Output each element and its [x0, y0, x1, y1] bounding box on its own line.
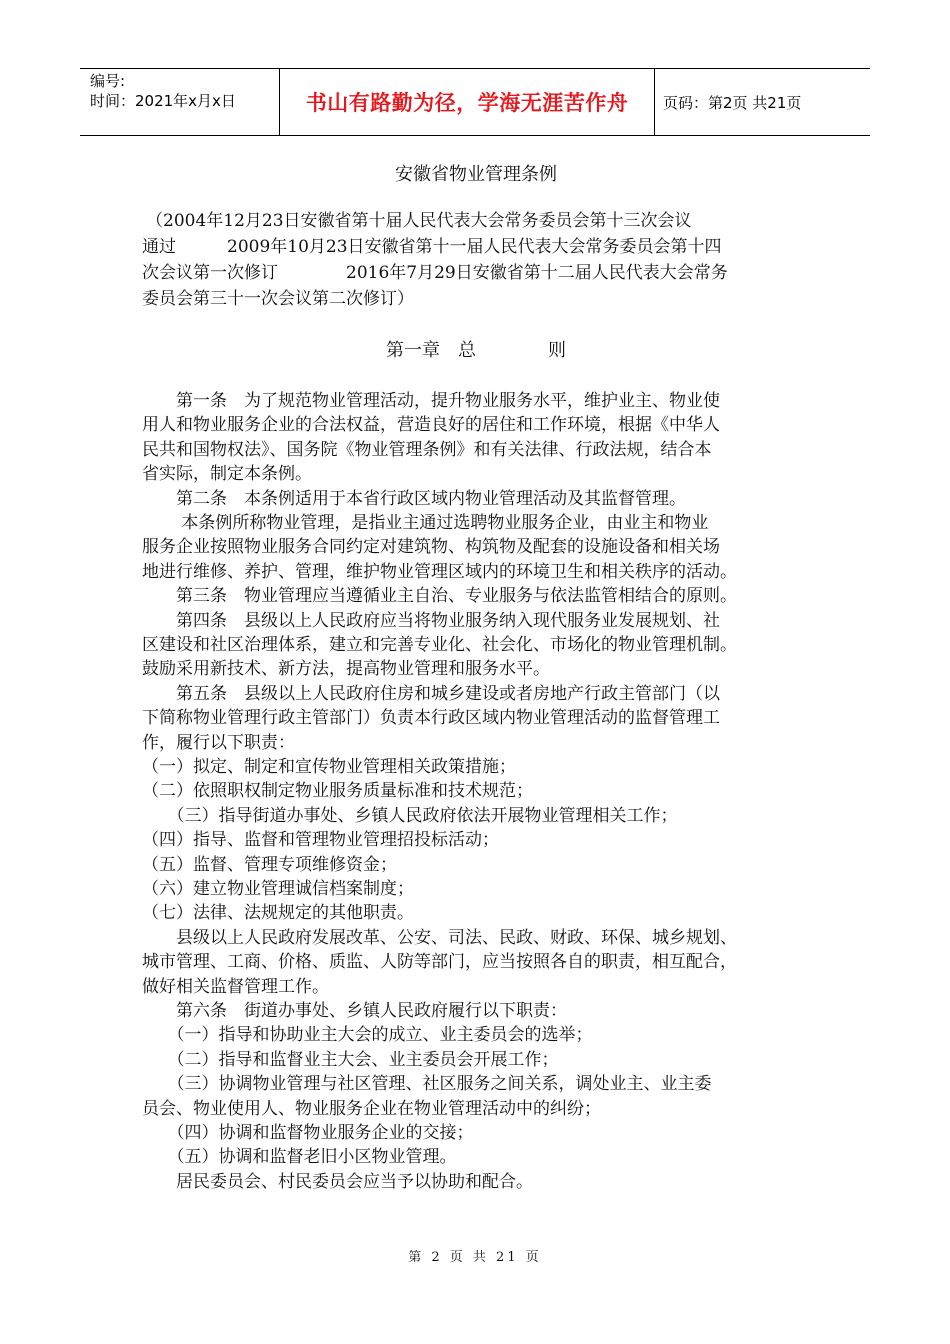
chapter-heading: 第一章 总 则 [386, 340, 566, 361]
paragraph-line: 第三条 物业管理应当遵循业主自治、专业服务与依法监管相结合的原则。 [142, 586, 737, 607]
paragraph-line: （三）协调物业管理与社区管理、社区服务之间关系，调处业主、业主委 [142, 1074, 712, 1095]
paragraph-line: （二）指导和监督业主大会、业主委员会开展工作； [142, 1049, 559, 1070]
header-motto-cell [280, 69, 655, 135]
paragraph-line: 县级以上人民政府发展改革、公安、司法、民政、财政、环保、城乡规划、 [142, 927, 737, 948]
paragraph-line: （四）指导、监督和管理物业管理招投标活动； [142, 830, 499, 851]
motto-text: 书山有路勤为径，学海无涯苦作舟 [305, 91, 629, 115]
paragraph-line: （五）监督、管理专项维修资金； [142, 854, 397, 875]
paragraph-line: 区建设和社区治理体系，建立和完善专业化、社会化、市场化的物业管理机制。 [142, 635, 737, 655]
paragraph-line: 民共和国物权法》、国务院《物业管理条例》和有关法律、行政法规，结合本 [142, 439, 712, 460]
paragraph-line: 居民委员会、村民委员会应当予以协助和配合。 [142, 1171, 533, 1192]
paragraph-line: 第一条 为了规范物业管理活动，提升物业服务水平，维护业主、物业使 [142, 391, 720, 411]
paragraph-line: 第四条 县级以上人民政府应当将物业服务纳入现代服务业发展规划、社 [142, 610, 720, 631]
paragraph-line: 员会、物业使用人、物业服务企业在物业管理活动中的纠纷； [142, 1098, 601, 1119]
paragraph-line: 第二条 本条例适用于本省行政区域内物业管理活动及其监督管理。 [142, 488, 686, 509]
preamble-line: （2004年12月23日安徽省第十届人民代表大会常务委员会第十三次会议 [146, 211, 692, 231]
page-info-text: 页码：第2页 共21页 [663, 93, 802, 112]
paragraph-line: （五）协调和监督老旧小区物业管理。 [142, 1147, 457, 1168]
preamble-line: 委员会第三十一次会议第二次修订） [142, 289, 414, 309]
paragraph-line: 用人和物业服务企业的合法权益，营造良好的居住和工作环境，根据《中华人 [142, 415, 720, 436]
paragraph-line: 作，履行以下职责： [142, 732, 295, 753]
document-title: 安徽省物业管理条例 [395, 164, 557, 185]
paragraph-line: 省实际，制定本条例。 [142, 464, 312, 485]
serial-label: 编号: [90, 72, 126, 90]
paragraph-line: （四）协调和监督物业服务企业的交接； [142, 1123, 474, 1143]
paragraph-line: （一）拟定、制定和宣传物业管理相关政策措施； [142, 757, 516, 777]
paragraph-line: 第五条 县级以上人民政府住房和城乡建设或者房地产行政主管部门（以 [142, 683, 720, 704]
paragraph-line: 鼓励采用新技术、新方法，提高物业管理和服务水平。 [142, 659, 550, 680]
page-footer: 第 2 页 共 21 页 [408, 1250, 542, 1265]
time-label: 时间：2021年x月x日 [90, 92, 236, 110]
preamble-line: 通过 2009年10月23日安徽省第十一届人民代表大会常务委员会第十四 [142, 237, 722, 257]
paragraph-line: 下简称物业管理行政主管部门）负责本行政区域内物业管理活动的监督管理工 [142, 708, 720, 729]
paragraph-line: 地进行维修、养护、管理，维护物业管理区域内的环境卫生和相关秩序的活动。 [142, 561, 737, 582]
paragraph-line: 本条例所称物业管理，是指业主通过选聘物业服务企业，由业主和物业 [142, 513, 709, 533]
header-page-info [655, 69, 870, 135]
paragraph-line: （一）指导和协助业主大会的成立、业主委员会的选举； [142, 1025, 593, 1046]
paragraph-line: （二）依照职权制定物业服务质量标准和技术规范； [142, 781, 533, 802]
header-meta [80, 69, 280, 135]
paragraph-line: 做好相关监督管理工作。 [142, 976, 329, 997]
paragraph-line: （六）建立物业管理诚信档案制度； [142, 879, 414, 899]
paragraph-line: （七）法律、法规规定的其他职责。 [142, 903, 414, 924]
preamble-line: 次会议第一次修订 2016年7月29日安徽省第十二届人民代表大会常务 [142, 263, 728, 283]
paragraph-line: （三）指导街道办事处、乡镇人民政府依法开展物业管理相关工作； [142, 805, 678, 826]
paragraph-line: 第六条 街道办事处、乡镇人民政府履行以下职责： [142, 1001, 567, 1021]
paragraph-line: 服务企业按照物业服务合同约定对建筑物、构筑物及配套的设施设备和相关场 [142, 537, 720, 558]
page-header [80, 68, 870, 136]
paragraph-line: 城市管理、工商、价格、质监、人防等部门，应当按照各自的职责，相互配合， [142, 952, 737, 973]
